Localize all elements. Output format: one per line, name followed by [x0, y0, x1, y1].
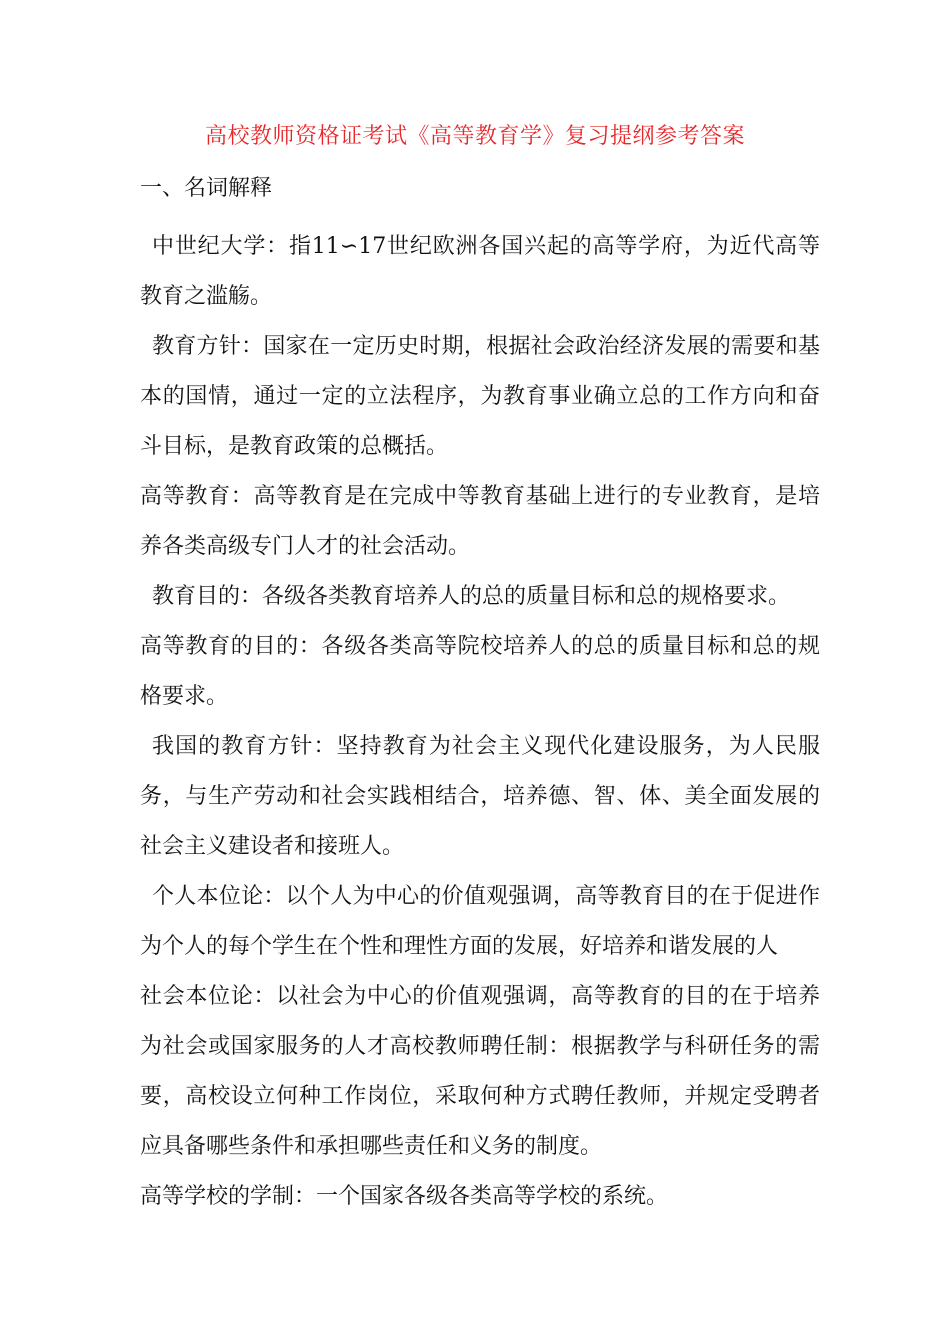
- paragraph-medieval-university: 中世纪大学：指11∽17世纪欧洲各国兴起的高等学府，为近代高等教育之滥觞。: [140, 234, 820, 309]
- document-title: 高校教师资格证考试《高等教育学》复习提纲参考答案: [204, 124, 745, 149]
- paragraph-academic-system: 高等学校的学制：一个国家各级各类高等学校的系统。: [140, 1184, 669, 1209]
- paragraph-higher-education: 高等教育：高等教育是在完成中等教育基础上进行的专业教育，是培养各类高级专门人才的社会活动。: [140, 484, 820, 559]
- paragraph-higher-education-purpose: 高等教育的目的：各级各类高等院校培养人的总的质量目标和总的规格要求。: [140, 634, 820, 709]
- paragraph-education-purpose: 教育目的：各级各类教育培养人的总的质量目标和总的规格要求。: [152, 584, 791, 609]
- paragraph-education-policy: 教育方针：国家在一定历史时期，根据社会政治经济发展的需要和基本的国情，通过一定的立法程序，为教育事业确立总的工作方向和奋斗目标，是教育政策的总概括。: [140, 334, 820, 459]
- document-body: [140, 222, 820, 1217]
- paragraph-social-standard: 社会本位论：以社会为中心的价值观强调，高等教育的目的在于培养为社会或国家服务的人才高校教师聘任制：根据教学与科研任务的需要，高校设立何种工作岗位，采取何种方式聘任教师，并规定受聘者应具备哪些条件和承担哪些责任和义务的制度。: [140, 984, 820, 1159]
- paragraph-national-education-policy: 我国的教育方针：坚持教育为社会主义现代化建设服务，为人民服务，与生产劳动和社会实践相结合，培养德、智、体、美全面发展的社会主义建设者和接班人。: [140, 734, 820, 859]
- section-heading: 一、名词解释: [140, 176, 273, 201]
- paragraph-individual-standard: 个人本位论：以个人为中心的价值观强调，高等教育目的在于促进作为个人的每个学生在个性和理性方面的发展，好培养和谐发展的人: [140, 884, 820, 959]
